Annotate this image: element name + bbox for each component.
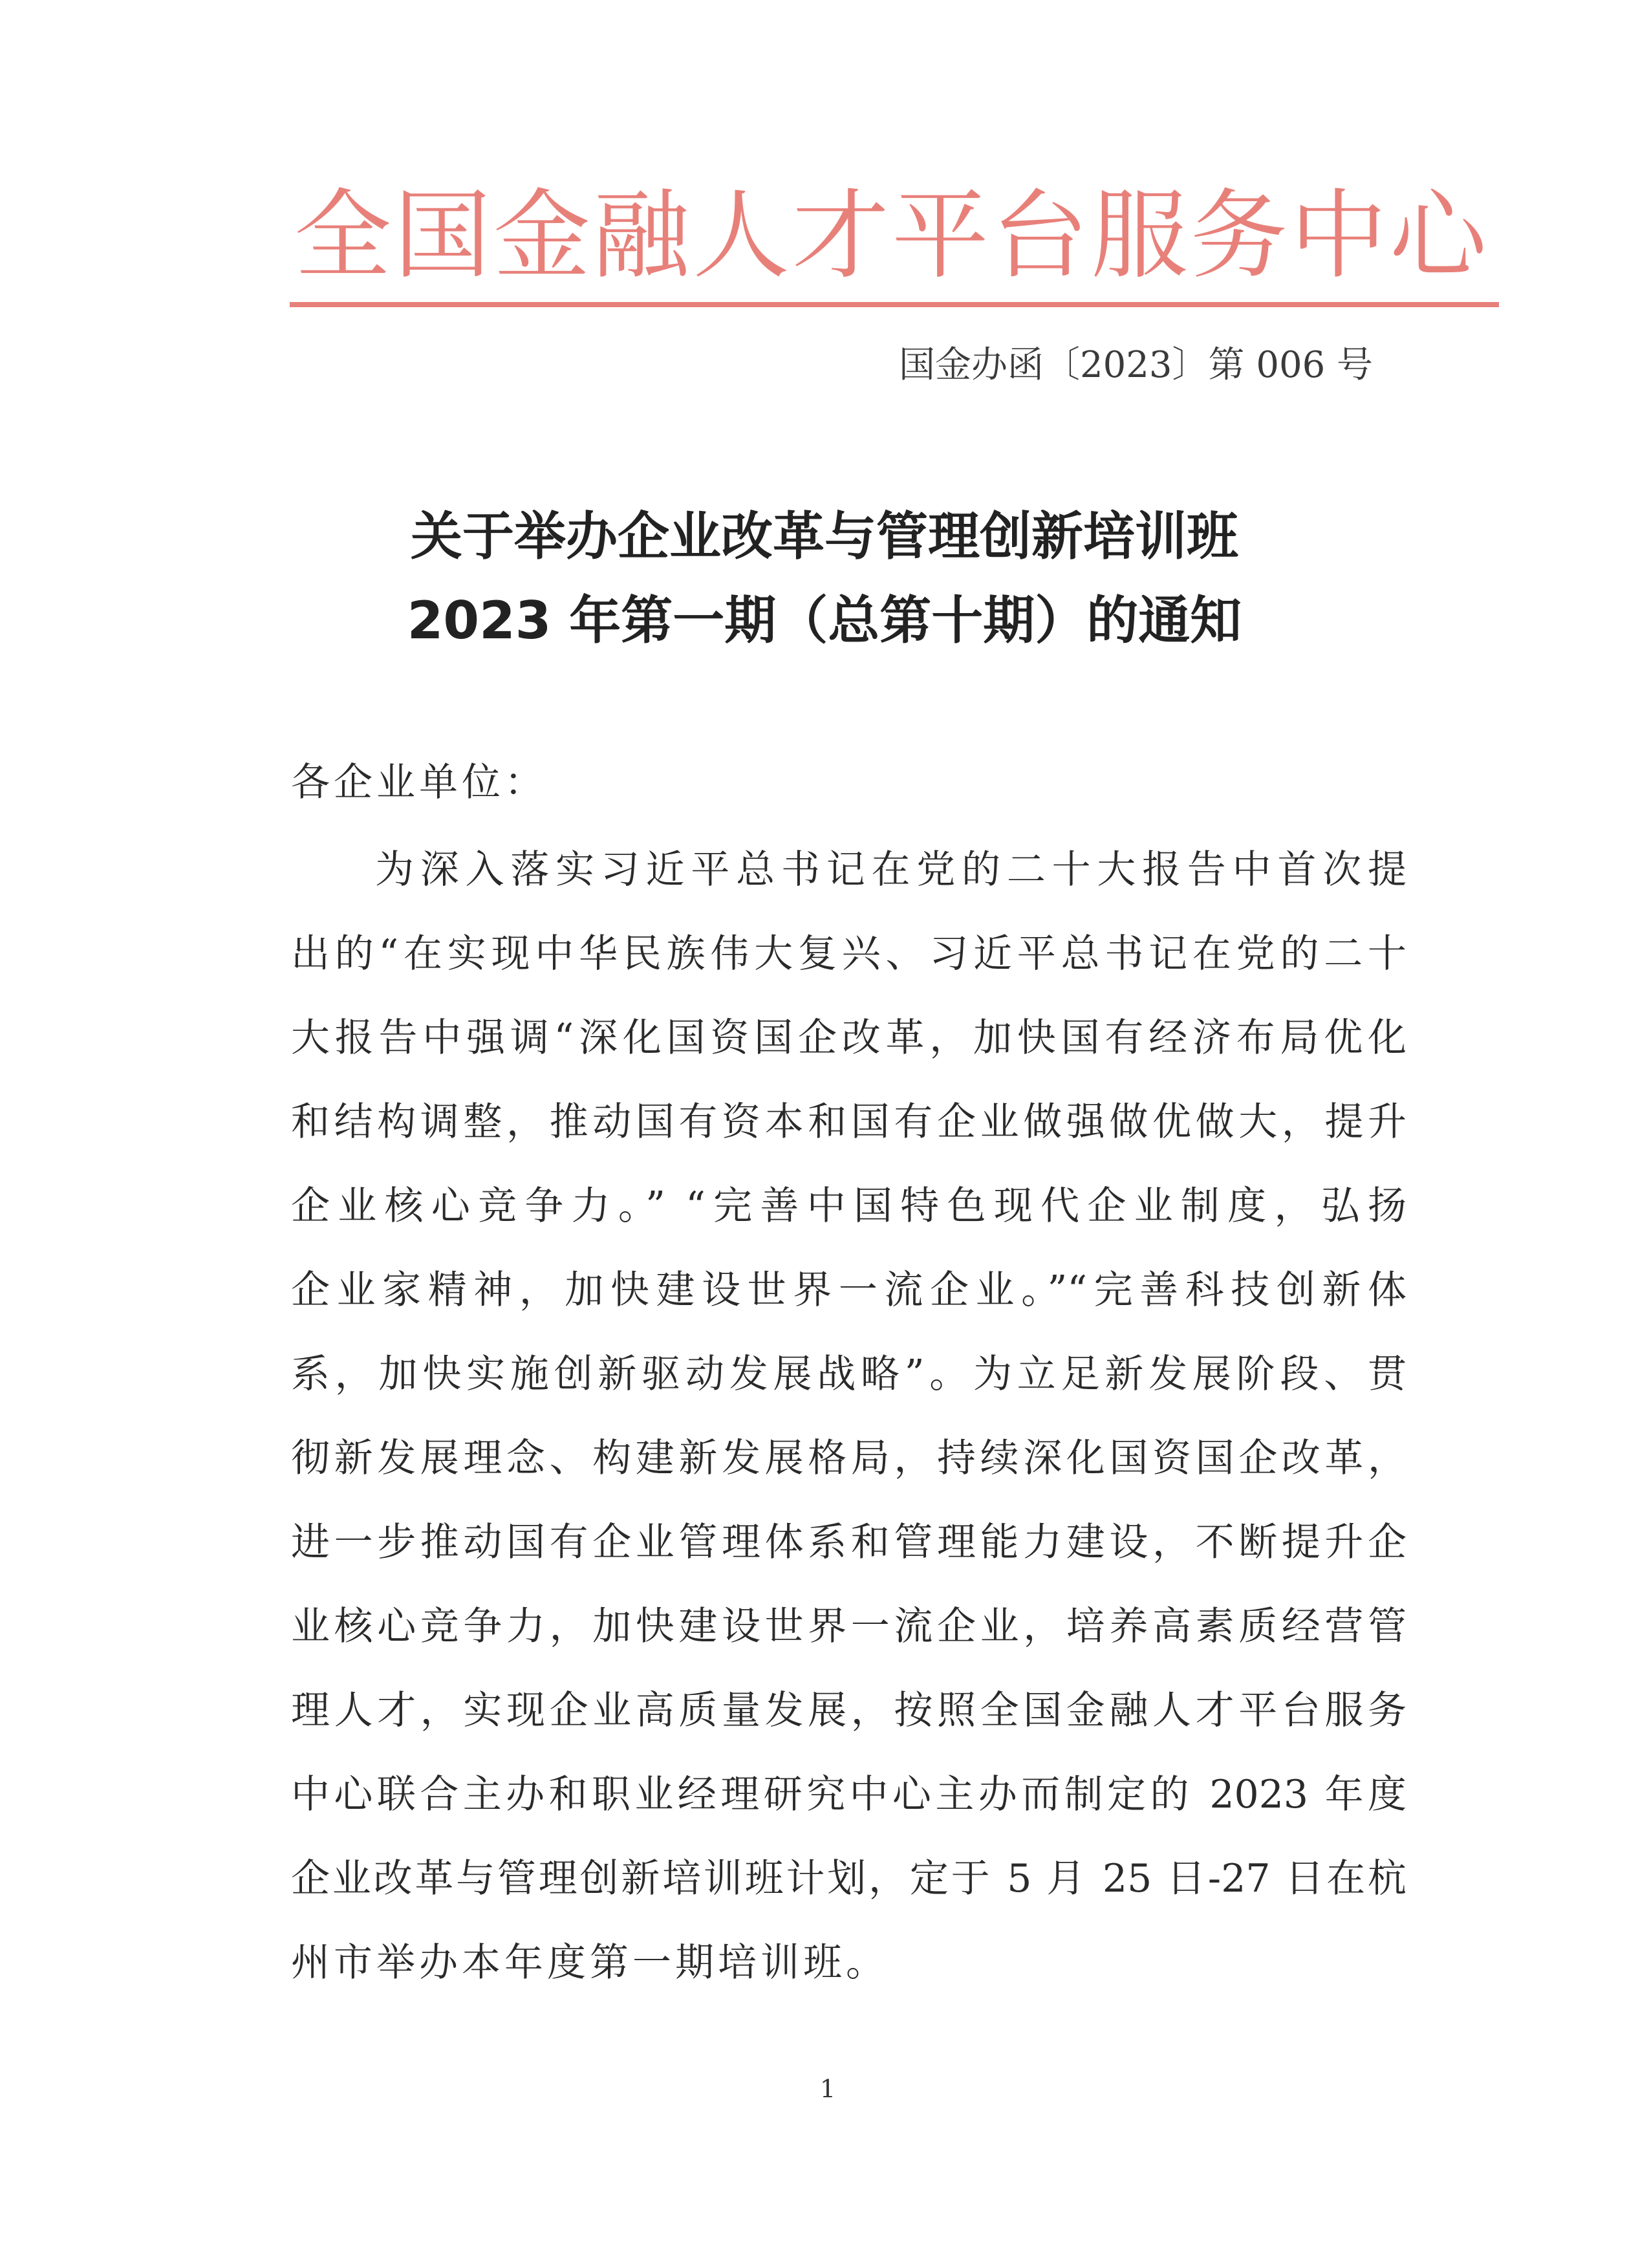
letterhead-title: 全国金融人才平台服务中心	[294, 180, 1490, 292]
letterhead-rule	[290, 302, 1499, 307]
body-line: 进一步推动国有企业管理体系和管理能力建设，不断提升企	[291, 1520, 1406, 1565]
body-line: 企业核心竞争力。” “完善中国特色现代企业制度，弘扬	[291, 1183, 1406, 1229]
body-line: 系，加快实施创新驱动发展战略”。为立足新发展阶段、贯	[291, 1352, 1406, 1397]
body-line: 理人才，实现企业高质量发展，按照全国金融人才平台服务	[291, 1688, 1406, 1733]
body-line: 中心联合主办和职业经理研究中心主办而制定的 2023 年度	[291, 1772, 1406, 1817]
document-title-line-1: 关于举办企业改革与管理创新培训班	[411, 506, 1238, 567]
page-number: 1	[819, 2075, 836, 2103]
body-line: 企业改革与管理创新培训班计划，定于 5 月 25 日-27 日在杭	[291, 1856, 1406, 1901]
body-line: 彻新发展理念、构建新发展格局，持续深化国资国企改革，	[291, 1436, 1406, 1481]
body-line: 和结构调整，推动国有资本和国有企业做强做优做大，提升	[291, 1099, 1406, 1145]
body-line: 出的“在实现中华民族伟大复兴、习近平总书记在党的二十	[291, 931, 1406, 977]
body-line: 州市举办本年度第一期培训班。	[291, 1940, 889, 1985]
document-number: 国金办函〔2023〕第 006 号	[899, 344, 1374, 386]
document-title-line-2: 2023 年第一期（总第十期）的通知	[407, 590, 1242, 651]
body-line: 业核心竞争力，加快建设世界一流企业，培养高素质经营管	[291, 1604, 1406, 1649]
body-line: 大报告中强调“深化国资国企改革，加快国有经济布局优化	[291, 1015, 1406, 1061]
body-line: 企业家精神，加快建设世界一流企业。”“完善科技创新体	[291, 1268, 1406, 1313]
body-line: 为深入落实习近平总书记在党的二十大报告中首次提	[375, 847, 1406, 892]
salutation: 各企业单位：	[291, 760, 547, 805]
